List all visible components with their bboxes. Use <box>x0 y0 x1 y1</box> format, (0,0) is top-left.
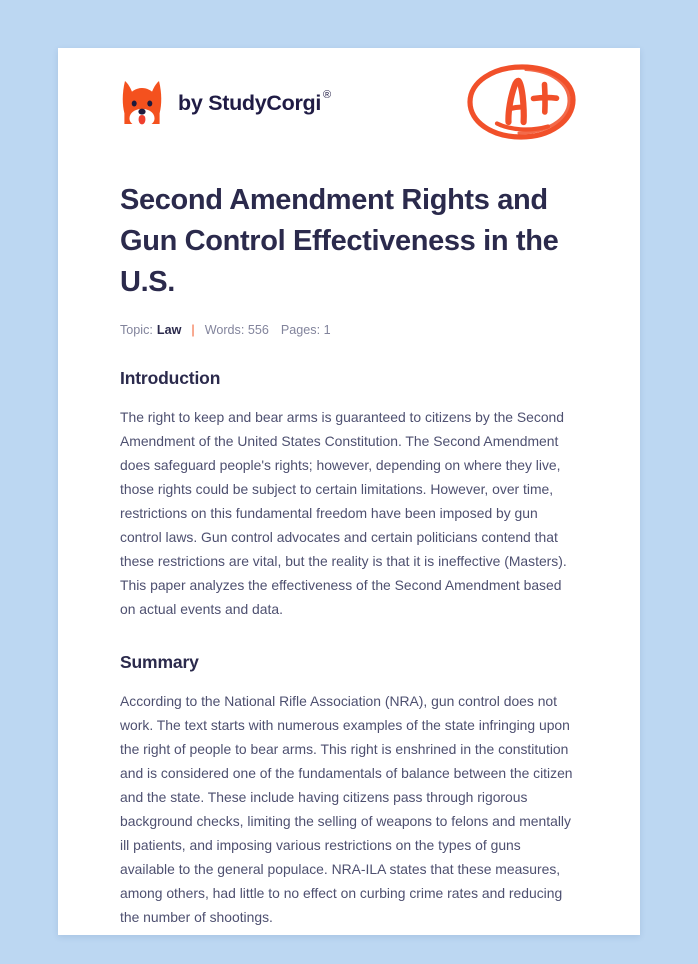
section-paragraph-summary: According to the National Rifle Association (NRA), gun control does not work. The text starts with numerous examples of the state infringing upon the right of people to bear arms. This right is enshrined in the constitution and is considered one of the fundamentals of balance between the citizen and the state. These include having citizens pass through rigorous background checks, limiting the selling of weapons to felons and mentally ill patients, and imposing various restrictions on the types of guns available to the general populace. NRA-ILA states that these measures, among others, had little to no effect on curbing crime rates and reducing the number of shootings. <box>120 692 573 926</box>
section-heading-summary: Summary <box>120 651 199 672</box>
meta-separator: | <box>191 322 195 337</box>
section-paragraph-introduction: The right to keep and bear arms is guaranteed to citizens by the Second Amendment of the United States Constitution. The Second Amendment does safeguard people's rights; however, depending on where they live, those rights could be subject to certain limitations. However, over time, restrictions on this fundamental freedom have been imposed by gun control laws. Gun control advocates and certain politicians contend that these restrictions are vital, but the reality is that it is ineffective (Masters). This paper analyzes the effectiveness of the Second Amendment based on actual events and data. <box>120 408 567 617</box>
brand-name-text: StudyCorgi <box>208 90 322 115</box>
meta-topic-label: Topic: <box>120 322 153 337</box>
brand-logo-group[interactable] <box>120 78 331 128</box>
page-content-container <box>58 48 640 929</box>
page-title: Second Amendment Rights and Gun Control Effectiveness in the U.S. <box>120 184 559 299</box>
registered-trademark-icon: ® <box>323 89 331 102</box>
meta-page-count: Pages: 1 <box>280 322 331 337</box>
brand-prefix-text: by <box>178 90 203 115</box>
corgi-logo-icon <box>120 78 164 128</box>
brand-wordmark <box>178 91 331 116</box>
a-plus-grade-icon <box>464 60 580 146</box>
document-meta <box>120 323 578 337</box>
section-heading-introduction: Introduction <box>120 367 221 388</box>
document-page-sheet <box>58 48 640 935</box>
meta-word-count: Words: 556 <box>204 322 269 337</box>
meta-topic-link[interactable]: Law <box>156 322 182 337</box>
brand-header <box>120 48 578 152</box>
